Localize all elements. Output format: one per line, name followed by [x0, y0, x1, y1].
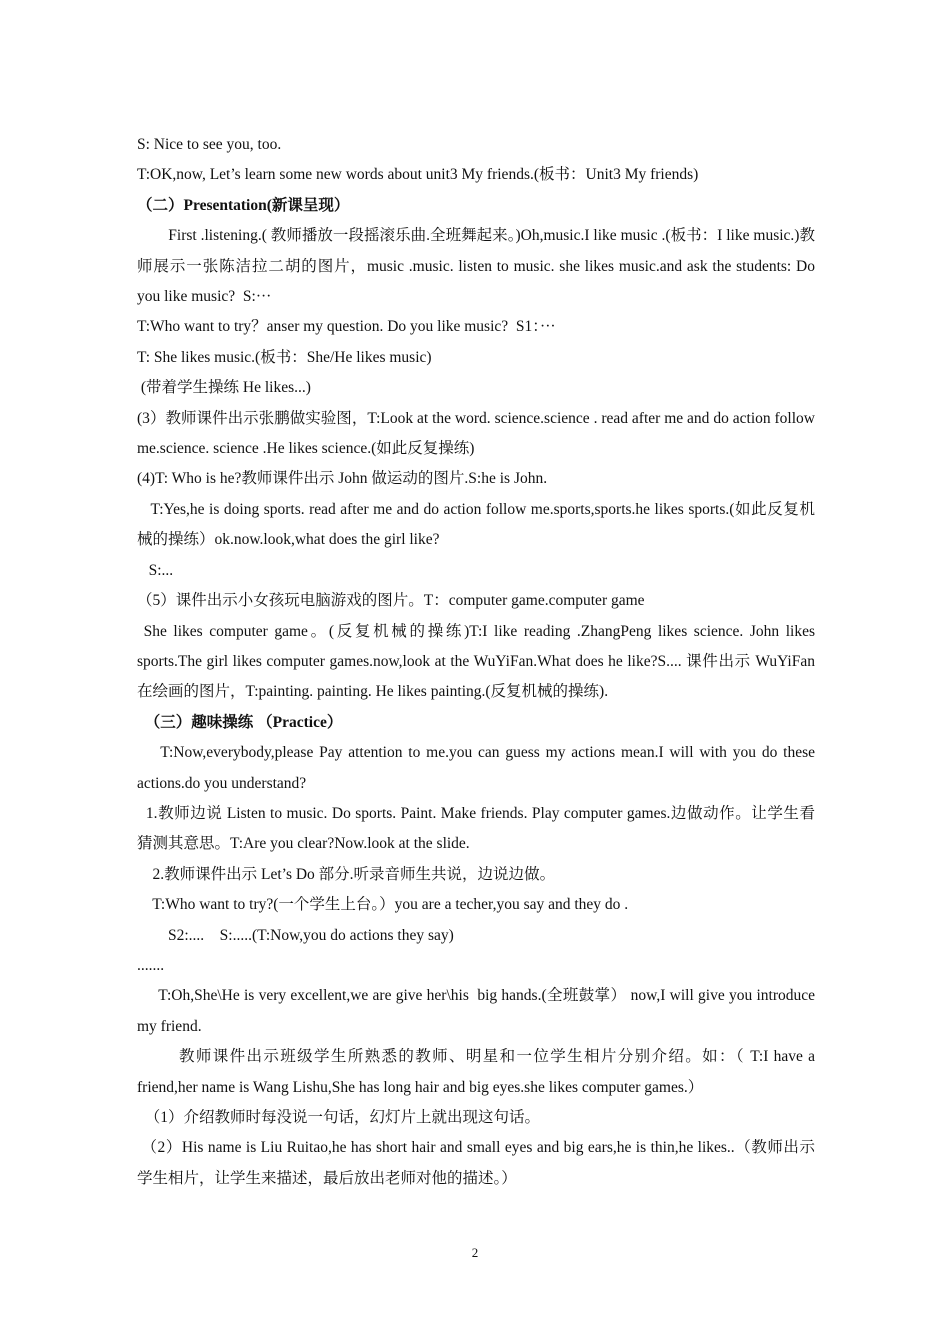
line-reply: S: Nice to see you, too. [137, 136, 282, 153]
line-who-want-to-try: T:Who want to try？anser my question. Do you like music? S1：··· [137, 318, 556, 336]
line-step-2: 2.教师课件出示 Let’s Do 部分.听录音师生共说，边说边做。 [137, 865, 556, 883]
paragraph-pay-attention: T:Now,everybody,please Pay attention to me.you can guess my actions mean.I will with you do these actions.do you understand? [137, 744, 819, 792]
line-who-is-he: (4)T: Who is he?教师课件出示 John 做运动的图片.S:he is John. [137, 470, 548, 488]
paragraph-science: (3）教师课件出示张鹏做实验图，T:Look at the word. science.science . read after me and do action follow me.science. science .He likes science.(如此反复操练) [137, 409, 815, 458]
line-practice-he-likes: (带着学生操练 He likes...) [137, 379, 311, 397]
line-s2-reply: S2:.... S:.....(T:Now,you do actions they say) [137, 926, 454, 944]
line-who-want-to-try-2: T:Who want to try?(一个学生上台。）you are a techer,you say and they do . [137, 896, 629, 914]
line-item-1: （1）介绍教师时每没说一句话，幻灯片上就出现这句话。 [137, 1109, 541, 1126]
paragraph-step-1: 1.教师边说 Listen to music. Do sports. Paint. Make friends. Play computer games.边做动作。让学生看猜测其意思。T:Are you clear?Now.look at the slide. [137, 804, 816, 853]
line-she-likes-music: T: She likes music.(板书：She/He likes music) [137, 348, 432, 366]
page-body [137, 130, 819, 1194]
section-heading-practice: （三）趣味操练 （Practice） [137, 713, 343, 731]
page-number: 2 [471, 1245, 479, 1260]
section-heading-presentation: （二）Presentation(新课呈现） [137, 196, 350, 214]
line-s-reply: S:... [137, 561, 174, 579]
paragraph-item-2: （2）His name is Liu Ruitao,he has short hair and small eyes and big ears,he is thin,he likes..（教师出示学生相片，让学生来描述，最后放出老师对他的描述。） [137, 1139, 816, 1187]
paragraph-listening: First .listening.( 教师播放一段摇滚乐曲.全班舞起来。)Oh,music.I like music .(板书：I like music.)教师展示一张陈洁拉二胡的图片，music .music. listen to music. she likes music.and ask the students: Do you like music? S:··· [137, 227, 819, 306]
paragraph-painting: She likes computer game。(反复机械的操练)T:I like reading .ZhangPeng likes science. John likes sports.The girl likes computer games.now,look at the WuYiFan.What does he like?S.... 课件出示 WuYiFan 在绘画的图片，T:painting. painting. He likes painting.(反复机械的操练). [137, 622, 819, 701]
line-ellipsis: ....... [137, 956, 165, 974]
line-computer-game: （5）课件出示小女孩玩电脑游戏的图片。T：computer game.computer game [137, 592, 645, 610]
line-new-words: T:OK,now, Let’s learn some new words about unit3 My friends.(板书：Unit3 My friends) [137, 166, 699, 184]
paragraph-excellent: T:Oh,She\He is very excellent,we are give her\his big hands.(全班鼓掌） now,I will give you introduce my friend. [137, 987, 819, 1035]
paragraph-sports: T:Yes,he is doing sports. read after me and do action follow me.sports,sports.he likes sports.(如此反复机械的操练）ok.now.look,what does the girl like? [137, 500, 815, 549]
paragraph-introduce-friends: 教师课件出示班级学生所熟悉的教师、明星和一位学生相片分别介绍。如：（ T:I have a friend,her name is Wang Lishu,She has long hair and big eyes.she likes computer games.） [137, 1048, 819, 1096]
